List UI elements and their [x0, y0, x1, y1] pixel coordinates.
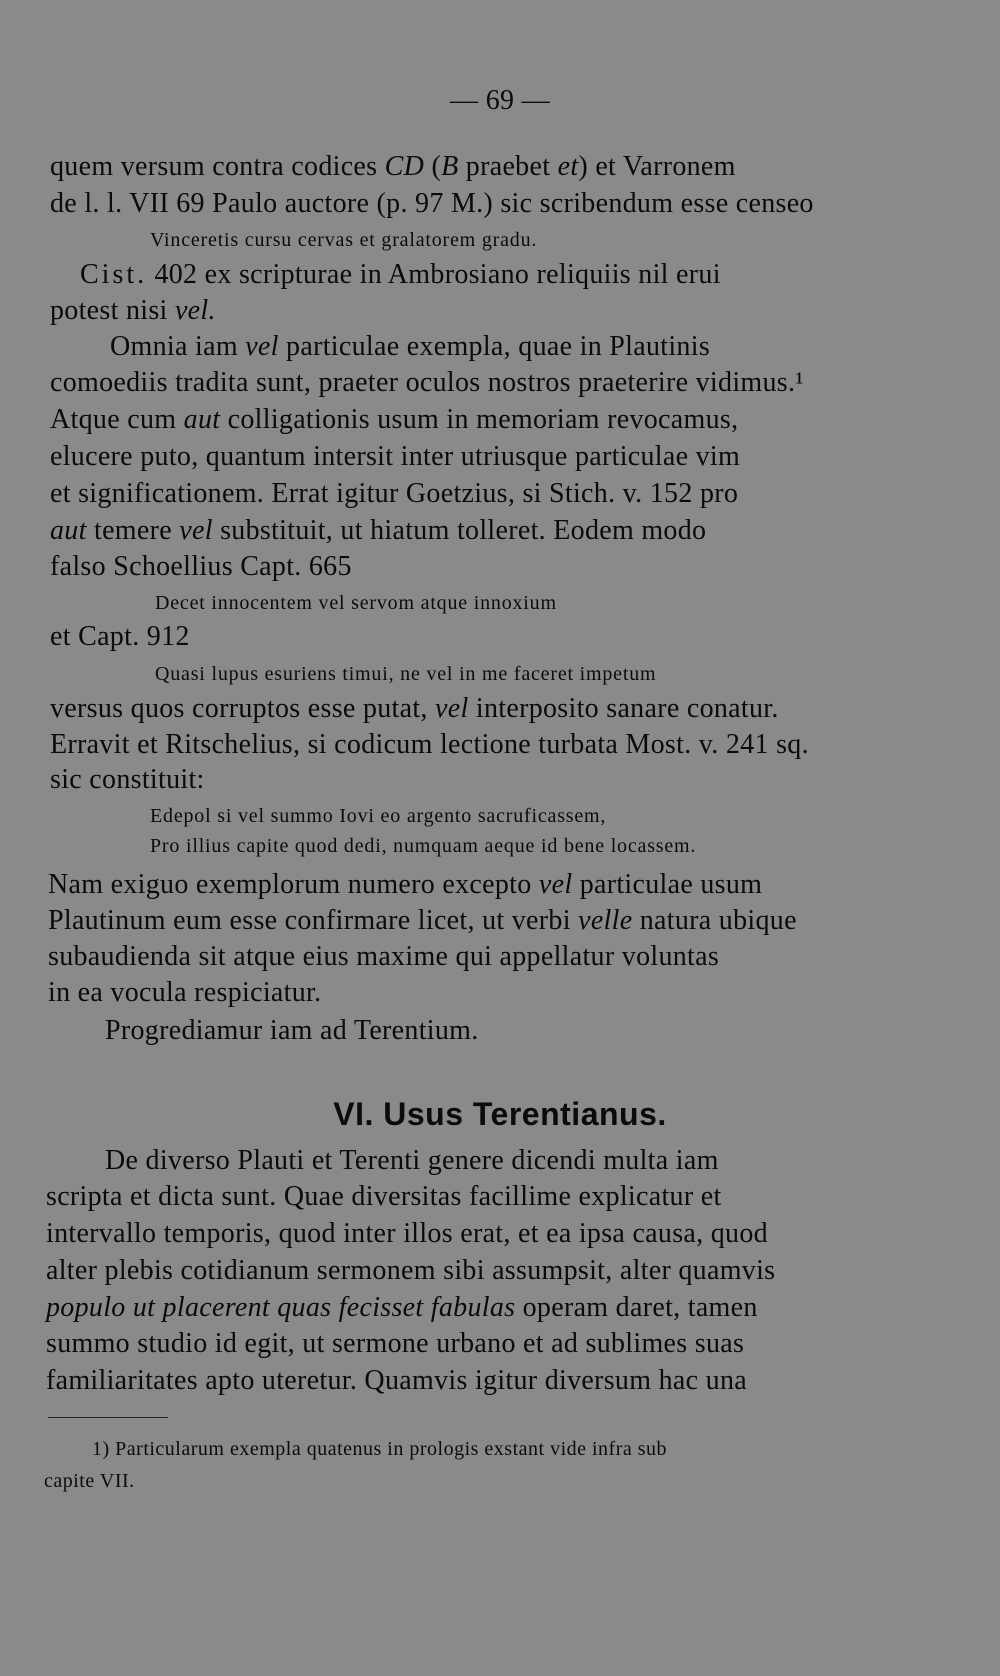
text-segment: de l. l. VII 69 Paulo auctore (p. 97 M.) sic scribendum esse censeo — [50, 188, 814, 219]
text-line — [48, 940, 719, 974]
spaced-text: Cist. — [80, 259, 148, 290]
text-segment: operam daret, tamen — [515, 1292, 758, 1323]
text-segment: subaudienda sit atque eius maxime qui appellatur voluntas — [48, 941, 720, 972]
italic-text: aut — [183, 404, 221, 435]
section-heading: VI. Usus Terentianus. — [333, 1096, 667, 1132]
page-number: — 69 — — [450, 85, 550, 116]
text-line — [80, 258, 721, 292]
text-segment: scripta et dicta sunt. Quae diversitas facillime explicatur et — [46, 1181, 722, 1212]
text-segment: Quasi lupus esuriens timui, ne vel in me faceret impetum — [155, 663, 657, 685]
text-segment: et Capt. 912 — [50, 621, 190, 652]
italic-text: B — [441, 151, 459, 182]
footnote-divider — [48, 1417, 168, 1418]
text-segment: elucere puto, quantum intersit inter utriusque particulae vim — [50, 441, 741, 472]
text-segment: ( — [424, 151, 442, 182]
text-segment: Atque cum — [50, 404, 184, 435]
text-line — [46, 1291, 758, 1325]
text-segment: substituit, ut hiatum tolleret. Eodem modo — [212, 515, 707, 546]
text-segment: Erravit et Ritschelius, si codicum lectione turbata Most. v. 241 sq. — [50, 729, 809, 760]
italic-text: vel. — [174, 295, 216, 326]
text-line — [50, 692, 779, 726]
text-line — [50, 477, 738, 511]
text-line — [50, 294, 216, 328]
text-line — [46, 1180, 722, 1214]
text-segment: temere — [86, 515, 180, 546]
text-segment: Vinceretis cursu cervas et gralatorem gradu. — [150, 229, 538, 251]
text-segment: praebet — [458, 151, 558, 182]
text-line — [50, 187, 814, 221]
text-segment: sic constituit: — [50, 764, 205, 795]
italic-text: et — [557, 151, 579, 182]
text-line — [50, 728, 809, 762]
quoted-verse — [150, 803, 606, 829]
text-segment: De diverso Plauti et Terenti genere dicendi multa iam — [105, 1145, 719, 1176]
text-segment: in ea vocula respiciatur. — [48, 977, 322, 1008]
italic-text: vel — [538, 869, 573, 900]
text-segment: comoediis tradita sunt, praeter oculos nostros praeterire vidimus.¹ — [50, 367, 804, 398]
text-segment: Edepol si vel summo Iovi eo argento sacruficassem, — [150, 805, 607, 827]
text-line — [50, 763, 205, 797]
text-segment: particulae exempla, quae in Plautinis — [278, 331, 711, 362]
text-line — [50, 514, 706, 548]
text-line — [50, 150, 736, 184]
italic-text: vel — [179, 515, 213, 546]
quoted-verse — [150, 833, 696, 859]
quoted-verse — [155, 590, 557, 616]
text-line — [50, 366, 804, 400]
quoted-verse — [155, 661, 656, 687]
text-segment: Nam exiguo exemplorum numero excepto — [48, 869, 539, 900]
text-segment: intervallo temporis, quod inter illos erat, et ea ipsa causa, quod — [46, 1218, 768, 1249]
text-line — [50, 403, 738, 437]
text-segment: 402 ex scripturae in Ambrosiano reliquiis nil erui — [147, 259, 721, 290]
text-line — [46, 1217, 768, 1251]
text-line — [105, 1144, 719, 1178]
text-line — [48, 976, 321, 1010]
italic-text: aut — [50, 515, 87, 546]
text-segment: versus quos corruptos esse putat, — [50, 693, 436, 724]
text-line — [110, 330, 710, 364]
text-segment: ) et Varronem — [578, 151, 736, 182]
quoted-verse — [150, 227, 537, 253]
italic-text: populo ut placerent quas fecisset fabulas — [46, 1292, 516, 1323]
text-segment: Omnia iam — [110, 331, 246, 362]
text-line — [50, 550, 352, 584]
text-line — [105, 1014, 479, 1048]
italic-text: vel — [245, 331, 279, 362]
footnote-line: capite VII. — [44, 1470, 135, 1492]
text-segment: particulae usum — [572, 869, 763, 900]
text-segment: Pro illius capite quod dedi, numquam aeque id bene locassem. — [150, 835, 697, 857]
text-segment: falso Schoellius Capt. 665 — [50, 551, 352, 582]
text-segment: Progrediamur iam ad Terentium. — [105, 1015, 479, 1046]
text-segment: alter plebis cotidianum sermonem sibi assumpsit, alter quamvis — [46, 1255, 776, 1286]
text-segment: familiaritates apto uteretur. Quamvis igitur diversum hac una — [46, 1365, 747, 1396]
text-line — [50, 620, 190, 654]
text-segment: et significationem. Errat igitur Goetzius, si Stich. v. 152 pro — [50, 478, 739, 509]
text-line — [50, 440, 740, 474]
text-line — [46, 1327, 744, 1361]
italic-text: velle — [578, 905, 633, 936]
text-segment: natura ubique — [632, 905, 797, 936]
text-segment: quem versum contra codices — [50, 151, 385, 182]
text-segment: Decet innocentem vel servom atque innoxium — [155, 592, 557, 614]
italic-text: CD — [384, 151, 425, 182]
text-segment: potest nisi — [50, 295, 175, 326]
text-line — [46, 1254, 775, 1288]
text-line — [46, 1364, 747, 1398]
footnote-line: 1) Particularum exempla quatenus in prologis exstant vide infra sub — [92, 1438, 668, 1460]
text-line — [48, 868, 762, 902]
italic-text: vel — [435, 693, 469, 724]
text-segment: interposito sanare conatur. — [468, 693, 779, 724]
text-segment: colligationis usum in memoriam revocamus, — [220, 404, 739, 435]
text-segment: summo studio id egit, ut sermone urbano et ad sublimes suas — [46, 1328, 745, 1359]
text-segment: Plautinum eum esse confirmare licet, ut verbi — [48, 905, 579, 936]
text-line — [48, 904, 797, 938]
